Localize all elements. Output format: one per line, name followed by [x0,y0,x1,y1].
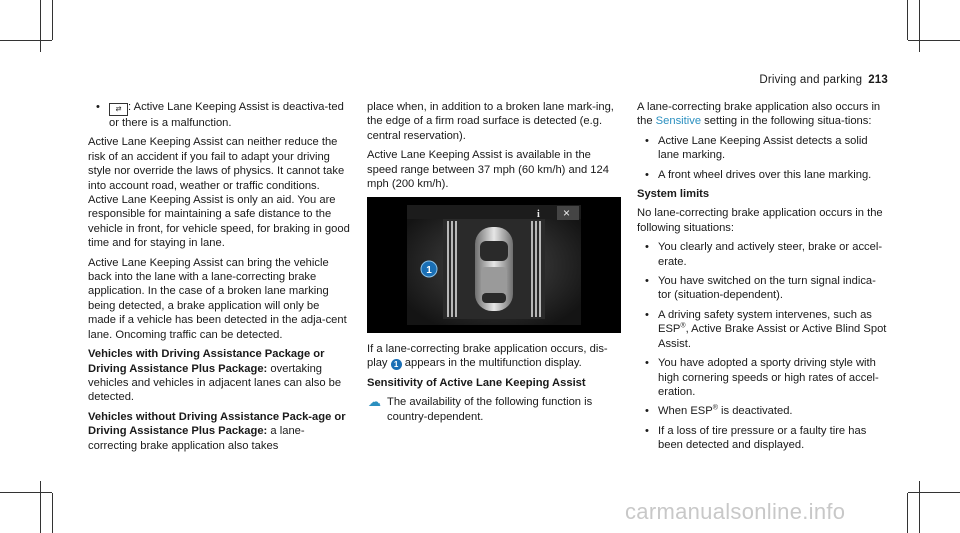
page-number: 213 [868,74,888,86]
list-item: • You clearly and actively steer, brake or accel-erate. [645,240,887,269]
list-text: A driving safety system intervenes, such as ESP [658,308,872,336]
list-item [645,404,887,418]
subheading: Vehicles with Driving Assistance Package or Driving Assistance Plus Package: [88,348,325,375]
lane-keeping-icon: ⇄ [109,103,128,116]
paragraph [637,100,887,129]
column-left [88,100,350,458]
paragraph: No lane-correcting brake application occurs in the following situations: [637,207,883,234]
paragraph: Active Lane Keeping Assist can bring the vehicle back into the lane with a lane-correcting brake application. In the case of a broken lane marking being detected, a brake application will only be made if a vehicle has been detected in the adja-cent lane. Oncoming traffic can be detected. [88,256,347,341]
paragraph: place when, in addition to a broken lane mark-ing, the edge of a firm road surface is detected (e.g. central reservation). [367,101,614,142]
info-icon: i [537,209,540,220]
note-icon: ☁ [368,394,381,410]
multifunction-display-figure [367,197,621,333]
paragraph-text: a lane-correcting brake application also takes [88,425,305,452]
list-text: When ESP [658,405,713,418]
paragraph [88,410,350,453]
column-middle [367,100,623,196]
note-text: The availability of the following function is country-dependent. [387,396,593,423]
list-item [645,308,887,351]
callout-number: 1 [426,265,432,276]
list-item: • You have adopted a sporty driving style with high cornering speeds or high rates of accel-eration. [645,356,887,399]
column-middle-lower [367,342,623,424]
figure-caption [367,342,623,371]
crop-mark [0,492,52,493]
bullet-deactivated: • ⇄ : Active Lane Keeping Assist is deactiva-ted or there is a malfunction. [96,100,350,130]
list-item: • If a loss of tire pressure or a faulty tire has been detected and displayed. [645,424,887,453]
car-top-view [475,227,513,311]
paragraph: Active Lane Keeping Assist is available in the speed range between 37 mph (60 km/h) and 124 mph (200 km/h). [367,149,609,191]
crop-mark [52,0,53,40]
section-heading: Sensitivity of Active Lane Keeping Assist [367,376,586,389]
section-heading: System limits [637,188,710,201]
crop-mark [908,492,960,493]
subheading: Vehicles without Driving Assistance Pack-age or Driving Assistance Plus Package: [88,410,346,438]
column-right [637,100,887,458]
list-item: • You have switched on the turn signal indica-tor (situation-dependent). [645,274,887,303]
crop-mark [907,493,908,533]
list-item: • Active Lane Keeping Assist detects a solid lane marking. [645,134,887,163]
watermark: carmanualsonline.info [625,499,846,524]
crop-mark [52,493,53,533]
note [367,395,623,424]
list-text: is deactivated. [717,405,793,418]
caption-text: appears in the multifunction display. [401,357,582,370]
registered-mark: ® [712,404,718,412]
crop-mark [0,40,52,41]
lane-marking-right [531,221,541,317]
registered-mark: ® [680,322,686,330]
crop-mark [40,481,41,533]
close-icon: × [563,206,571,220]
bullet-text: Active Lane Keeping Assist is deactiva-ted or there is a malfunction. [109,101,344,129]
sensitive-setting-link[interactable]: Sensitive [655,115,702,128]
list-item: • A front wheel drives over this lane marking. [645,168,887,182]
running-header [759,73,888,87]
paragraph-text: setting in the following situa-tions: [701,115,872,128]
display-illustration [367,197,621,333]
crop-mark [919,0,920,52]
paragraph-text: A lane-correcting brake application also occurs in the [637,101,881,128]
caption-text: If a lane-correcting brake application occurs, dis-play [367,343,608,370]
crop-mark [907,0,908,40]
paragraph: Active Lane Keeping Assist can neither reduce the risk of an accident if you fail to adapt your driving style nor override the laws of physics. It cannot take into account road, weather or traffic conditions. Active Lane Keeping Assist is only an aid. You are responsible for maintaining a safe distance to the vehicle in front, for vehicle speed, for braking in good time and for staying in lane. [88,136,350,250]
crop-mark [919,481,920,533]
paragraph-text: overtaking vehicles and vehicles in adjacent lanes can also be detected. [88,362,342,404]
callout-badge: 1 [391,359,402,370]
paragraph [88,347,350,405]
crop-mark [40,0,41,52]
lane-marking-left [447,221,457,317]
list-text: , Active Brake Assist or Active Blind Spot Assist. [658,323,887,350]
crop-mark [908,40,960,41]
section-title: Driving and parking [759,74,863,86]
